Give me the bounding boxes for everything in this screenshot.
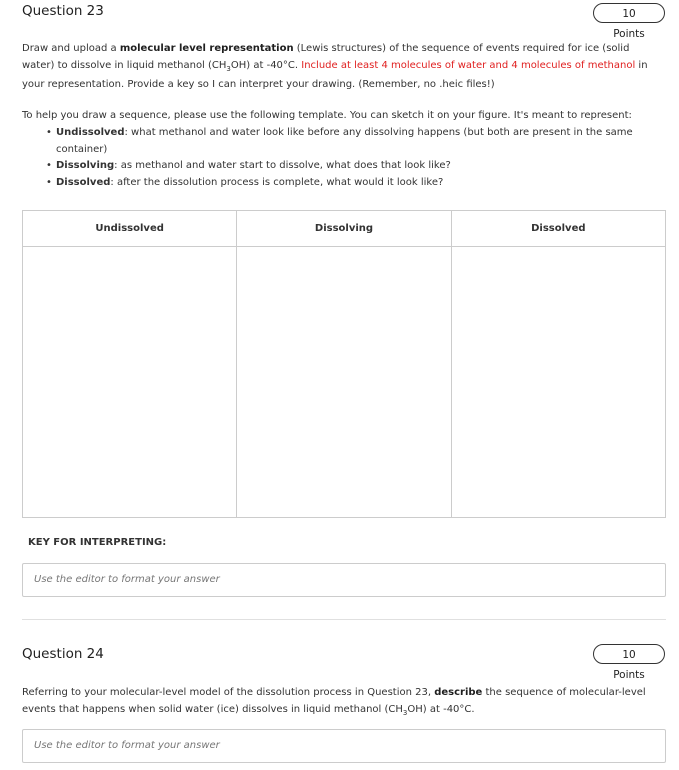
question-23-title: Question 23: [22, 3, 104, 19]
cell-dissolving: [237, 247, 451, 518]
bullet-dissolved: [46, 175, 636, 192]
prompt-subscript: 3: [226, 64, 231, 73]
question-24-title: Question 24: [22, 646, 104, 662]
cell-dissolved: [451, 247, 665, 518]
prompt-requirement-highlight: Include at least 4 molecules of water and 4 molecules of methanol: [301, 59, 636, 71]
key-answer-editor[interactable]: [22, 563, 666, 597]
question-24-points-badge: 10 Points: [593, 644, 665, 664]
question-23-points-badge: 10 Points: [593, 3, 665, 23]
bullet-dissolving: [46, 158, 636, 175]
header-dissolved: Dissolved: [451, 211, 665, 247]
prompt-text: OH) at -40°C.: [230, 59, 302, 71]
question-23-prompt: [22, 41, 662, 94]
bullet-undissolved: [46, 125, 636, 158]
prompt-bold: describe: [434, 687, 483, 698]
header-dissolving: Dissolving: [237, 211, 451, 247]
bullet-term: Dissolved: [56, 176, 111, 188]
bullet-desc: : after the dissolution process is complete, what would it look like?: [110, 176, 444, 188]
prompt-text: (Lewis structures) of the sequence of events required for ice (solid water) to dissolve in liquid methanol (CH: [22, 43, 630, 71]
prompt-text: in your representation. Provide a key so I can interpret your drawing. (Remember, no .heic files!): [22, 59, 648, 90]
prompt-text: Referring to your molecular-level model of the dissolution process in Question 23,: [22, 687, 435, 698]
header-undissolved: Undissolved: [23, 211, 237, 247]
prompt-text: Draw and upload a: [22, 43, 120, 54]
bullet-desc: : what methanol and water look like before any dissolving happens (but both are present in the same container): [56, 127, 633, 155]
prompt-bold: molecular level representation: [119, 43, 294, 54]
cell-undissolved: [23, 247, 237, 518]
template-bullet-list: [46, 125, 636, 191]
bullet-desc: : as methanol and water start to dissolve, what does that look like?: [114, 160, 451, 171]
question-divider: [22, 619, 666, 620]
template-instructions: To help you draw a sequence, please use the following template. You can sketch it on your figure. It's meant to represent:: [22, 110, 632, 121]
sequence-template-table: [22, 210, 666, 518]
question-24-prompt: [22, 685, 667, 721]
editor-placeholder: Use the editor to format your answer: [34, 740, 220, 751]
answer-editor[interactable]: [22, 729, 666, 763]
key-label: KEY FOR INTERPRETING:: [28, 537, 167, 548]
editor-placeholder: Use the editor to format your answer: [34, 574, 220, 585]
bullet-term: Dissolving: [56, 160, 115, 171]
bullet-term: Undissolved: [56, 127, 125, 138]
prompt-text: OH) at -40°C.: [407, 703, 475, 715]
prompt-text: the sequence of molecular-level events that happens when solid water (ice) dissolves in liquid methanol (CH: [22, 687, 646, 715]
prompt-subscript: 3: [402, 708, 408, 717]
